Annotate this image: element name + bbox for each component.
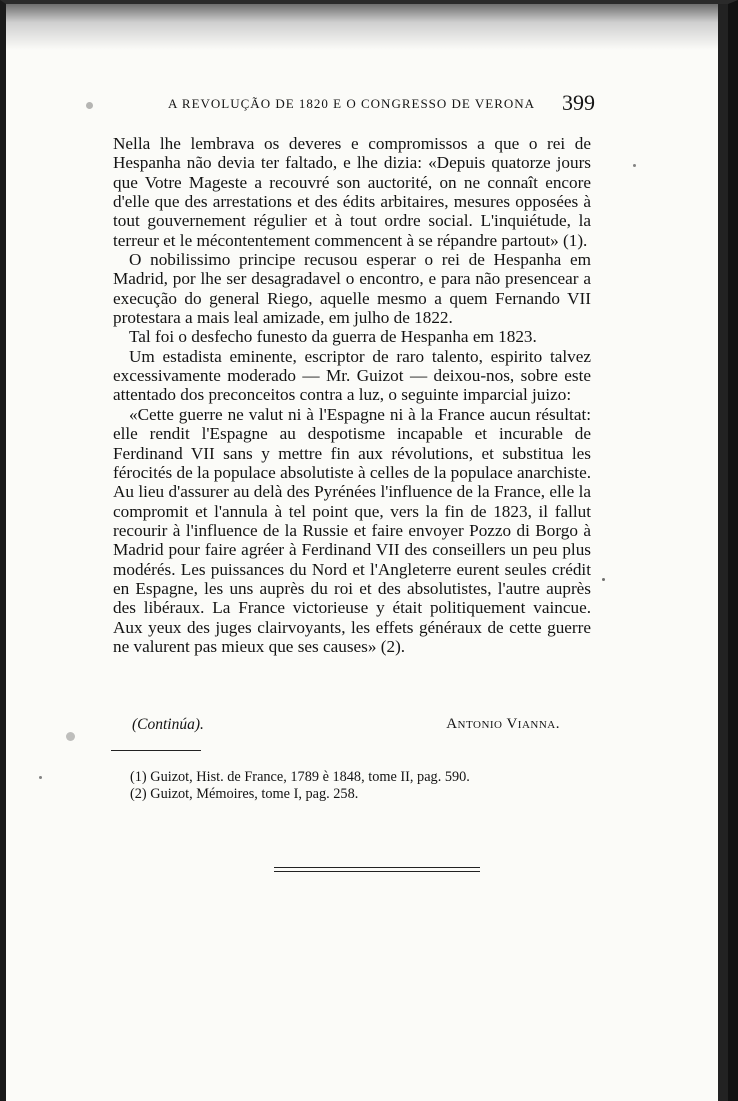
paragraph-1: Nella lhe lembrava os deveres e compromissos a que o rei de Hespanha não devia ter faltado, e lhe dizia: «Depuis quatorze jours que Votre Mageste a recouvré son auctorité, on ne connaît encore d'elle que des arrestations et des édits arbitaires, mesures opposées à tout gouvernement régulier et à tout ordre social. L'inquiétude, la terreur et le mécontentement commencent à se répandre partout» (1). bbox=[113, 134, 591, 250]
scan-speck bbox=[602, 578, 605, 581]
body-text bbox=[113, 134, 591, 656]
paragraph-4: Um estadista eminente, escriptor de raro talento, espirito talvez excessivamente moderado — Mr. Guizot — deixou-nos, sobre este attentado dos preconceitos contra a luz, o seguinte imparcial juizo: bbox=[113, 346, 591, 405]
running-title: A REVOLUÇÃO DE 1820 E O CONGRESSO DE VERONA bbox=[168, 96, 536, 111]
scan-speck bbox=[39, 776, 42, 779]
end-double-rule-bottom bbox=[274, 871, 480, 872]
scan-speck bbox=[86, 102, 93, 109]
footnotes bbox=[130, 769, 590, 803]
signature-line bbox=[132, 716, 560, 734]
end-double-rule-top bbox=[274, 867, 480, 868]
scan-speck bbox=[66, 732, 75, 741]
scan-right-edge bbox=[718, 4, 728, 1101]
continuation-note: (Continúa). bbox=[132, 716, 204, 733]
footnote-separator bbox=[111, 750, 201, 751]
footnote-2: (2) Guizot, Mémoires, tome I, pag. 258. bbox=[130, 786, 359, 802]
paragraph-5-quote: «Cette guerre ne valut ni à l'Espagne ni à la France aucun résultat: elle rendit l'Espagne au despotisme incapable et incurable de Ferdinand VII sans y mettre fin aux révolutions, et substitua les férocités de la populace absolutiste à celles de la populace anarchiste. Au lieu d'assurer au delà des Pyrénées l'influence de la France, elle la compromit et l'annula à tel point que, vers la fin de 1823, il fallut recourir à l'influence de la Russie et faire envoyer Pozzo di Borgo à Madrid pour faire agréer à Ferdinand VII des conseillers un peu plus modérés. Les puissances du Nord et l'Angleterre eurent seules crédit en Espagne, les uns auprès du roi et des absolutistes, l'autre auprès des libéraux. La France victorieuse y était politiquement vaincue. Aux yeux des juges clairvoyants, les effets généraux de cette guerre ne valurent pas mieux que ses causes» (2). bbox=[113, 404, 591, 656]
paragraph-3: Tal foi o desfecho funesto da guerra de Hespanha em 1823. bbox=[129, 327, 537, 347]
paragraph-2: O nobilissimo principe recusou esperar o rei de Hespanha em Madrid, por lhe ser desagradavel o encontro, e para não presencear a execução do general Riego, aquelle mesmo a quem Fernando VII protestara a mais leal amizade, em julho de 1822. bbox=[113, 250, 591, 328]
page-number: 399 bbox=[562, 90, 595, 115]
scan-top-edge bbox=[6, 4, 728, 50]
footnote-1: (1) Guizot, Hist. de France, 1789 è 1848, tome II, pag. 590. bbox=[130, 769, 470, 785]
author-name: Antonio Vianna. bbox=[446, 716, 560, 732]
scan-speck bbox=[633, 164, 636, 167]
